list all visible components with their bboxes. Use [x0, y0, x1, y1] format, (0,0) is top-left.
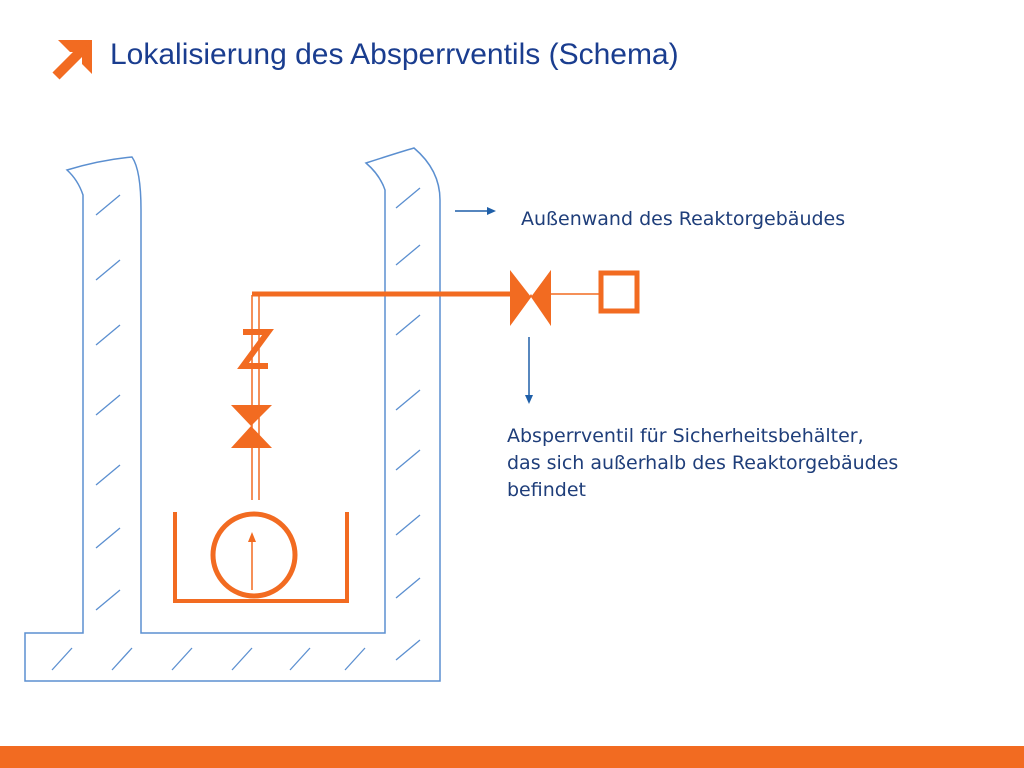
isolation-valve-left — [510, 270, 531, 326]
page-title: Lokalisierung des Absperrventils (Schema) — [110, 38, 679, 71]
isolation-valve-right — [531, 270, 551, 326]
pump-arrow-icon — [248, 532, 256, 542]
valve-label-line-3: befindet — [507, 479, 586, 501]
wall-hatching — [52, 188, 420, 670]
footer-bar — [0, 746, 1024, 768]
actuator-box — [601, 273, 637, 311]
pump-icon — [213, 514, 295, 596]
valve-label-line-1: Absperrventil für Sicherheitsbehälter, — [507, 425, 864, 447]
valve-label-line-2: das sich außerhalb des Reaktorgebäudes — [507, 452, 899, 474]
reactor-pool — [175, 512, 347, 601]
outer-wall-label: Außenwand des Reaktorgebäudes — [521, 208, 846, 230]
isolation-valve-label — [507, 423, 967, 504]
z-symbol — [243, 332, 268, 366]
